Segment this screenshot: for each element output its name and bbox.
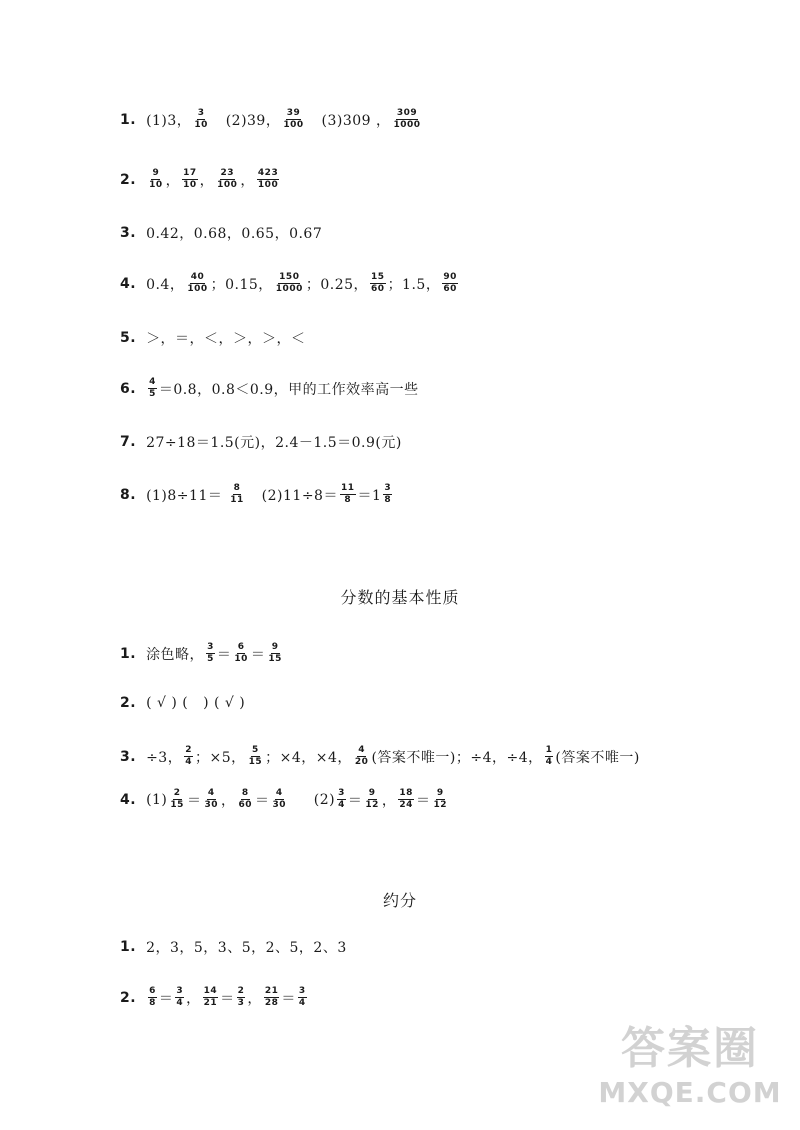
- fraction-denominator: 4: [338, 800, 345, 810]
- fraction-denominator: 20: [354, 757, 369, 767]
- answer-text: 涂色略，: [146, 646, 205, 663]
- fraction-denominator: 10: [194, 120, 208, 130]
- fraction-numerator: 4: [275, 788, 283, 798]
- fraction-denominator: 10: [183, 180, 197, 190]
- item-number: 2.: [120, 171, 137, 188]
- fraction: [282, 108, 304, 131]
- fraction: [203, 788, 219, 811]
- fraction-numerator: 2: [185, 745, 192, 755]
- fraction-denominator: 60: [443, 284, 457, 294]
- fraction: [272, 788, 288, 811]
- fraction-denominator: 100: [187, 284, 208, 294]
- fraction-denominator: 30: [272, 800, 287, 810]
- fraction-numerator: 8: [233, 483, 241, 493]
- fraction: [229, 483, 245, 506]
- fraction-denominator: 100: [217, 180, 238, 190]
- fraction-numerator: 3: [176, 986, 184, 996]
- fraction-denominator: 10: [149, 180, 163, 190]
- answer-line: [120, 168, 281, 191]
- fraction: [237, 986, 246, 1009]
- answer-text: ＝: [250, 646, 266, 663]
- fraction: [393, 108, 422, 131]
- answer-text: ；0.15，: [210, 276, 273, 293]
- answer-line: [120, 108, 424, 131]
- fraction: [206, 642, 215, 665]
- answer-text: ( √ ) ( ) ( √ ): [146, 695, 246, 711]
- fraction: [203, 986, 219, 1009]
- answer-line: [120, 432, 402, 452]
- fraction: [216, 168, 238, 191]
- fraction-numerator: 1: [545, 745, 553, 755]
- fraction: [354, 745, 370, 768]
- fraction: [148, 986, 157, 1009]
- answer-text: 0.42，0.68，0.65，0.67: [146, 226, 323, 242]
- fraction-numerator: 8: [241, 788, 249, 798]
- watermark-url: MXQE.COM: [598, 1076, 782, 1109]
- answer-text: (3)309 ，: [306, 112, 391, 129]
- fraction-numerator: 9: [152, 168, 160, 178]
- answer-line: [120, 328, 306, 348]
- section-heading: 约分: [382, 891, 417, 910]
- answer-line: [120, 937, 347, 957]
- answer-text: ＝: [158, 990, 174, 1007]
- answer-text: ＝: [281, 990, 296, 1007]
- answer-text: ÷3，: [146, 749, 183, 766]
- fraction-numerator: 17: [183, 168, 197, 178]
- answer-text: ＝1: [357, 487, 382, 504]
- fraction: [340, 483, 356, 506]
- fraction-numerator: 21: [264, 986, 279, 996]
- answer-text: ，: [186, 990, 201, 1007]
- fraction-numerator: 39: [286, 108, 301, 118]
- fraction: [148, 168, 164, 191]
- fraction-numerator: 3: [298, 986, 306, 996]
- section-heading: 分数的基本性质: [340, 588, 460, 607]
- answer-line: [120, 483, 394, 506]
- fraction-numerator: 9: [436, 788, 444, 798]
- item-number: 8.: [120, 486, 137, 503]
- fraction: [337, 788, 346, 811]
- fraction-numerator: 23: [220, 168, 235, 178]
- fraction-denominator: 60: [238, 800, 252, 810]
- item-number: 1.: [120, 939, 137, 955]
- fraction-numerator: 4: [149, 377, 156, 387]
- fraction-denominator: 4: [185, 757, 192, 767]
- fraction-denominator: 4: [298, 998, 306, 1008]
- item-number: 2.: [120, 695, 137, 711]
- fraction: [370, 272, 386, 295]
- answer-text: (答案不唯一)；÷4，÷4，: [371, 749, 543, 766]
- fraction-denominator: 4: [176, 998, 184, 1008]
- answer-line: [120, 642, 285, 665]
- fraction-numerator: 9: [368, 788, 376, 798]
- fraction: [248, 745, 264, 768]
- answer-text: (2)11÷8＝: [246, 487, 338, 504]
- answer-text: (2): [289, 791, 336, 808]
- item-number: 1.: [120, 111, 137, 128]
- fraction-numerator: 4: [358, 745, 366, 755]
- answer-line: [120, 986, 309, 1009]
- item-number: 3.: [120, 748, 137, 765]
- answer-line: [120, 272, 460, 295]
- answer-text: ，: [240, 172, 255, 189]
- fraction-numerator: 6: [149, 986, 156, 996]
- fraction: [264, 986, 280, 1009]
- watermark-text: 答案圈: [621, 1023, 759, 1074]
- fraction-denominator: 5: [149, 389, 156, 399]
- item-number: 6.: [120, 380, 137, 397]
- answer-text: ＝: [216, 646, 232, 663]
- answer-text: ；1.5，: [387, 276, 441, 293]
- answer-text: (2)39，: [210, 112, 281, 129]
- fraction-numerator: 15: [371, 272, 385, 282]
- fraction-denominator: 5: [207, 654, 214, 664]
- answer-text: ＝: [186, 792, 202, 809]
- answer-text: ，: [165, 172, 181, 189]
- fraction-numerator: 3: [338, 788, 345, 798]
- answer-text: ；×4，×4，: [265, 749, 352, 766]
- fraction-numerator: 2: [173, 788, 181, 798]
- fraction: [175, 986, 184, 1009]
- fraction-denominator: 24: [399, 800, 413, 810]
- fraction-denominator: 8: [384, 495, 392, 505]
- fraction-denominator: 100: [257, 180, 279, 190]
- answer-text: (答案不唯一): [555, 749, 640, 766]
- answer-text: ＞，＝，＜，＞，＞，＜: [146, 331, 306, 347]
- fraction-denominator: 1000: [393, 120, 421, 130]
- answer-line: [120, 745, 640, 768]
- answer-text: (1): [146, 791, 168, 808]
- item-number: 3.: [120, 225, 137, 241]
- fraction: [169, 788, 185, 811]
- answer-text: ；0.25，: [305, 276, 369, 293]
- fraction-denominator: 8: [344, 495, 352, 505]
- fraction-numerator: 6: [237, 642, 245, 652]
- answer-line: [120, 695, 245, 711]
- fraction-numerator: 3: [207, 642, 214, 652]
- fraction-denominator: 8: [149, 998, 156, 1008]
- fraction-numerator: 5: [251, 745, 259, 755]
- item-number: 5.: [120, 330, 137, 346]
- answer-text: 0.4，: [146, 276, 185, 293]
- fraction-numerator: 90: [443, 272, 457, 282]
- fraction-numerator: 40: [190, 272, 205, 282]
- fraction-numerator: 11: [340, 483, 355, 493]
- answer-text: 2，3，5，3、5，2、5，2、3: [146, 940, 347, 956]
- fraction: [267, 642, 283, 665]
- answer-line: [120, 377, 419, 400]
- fraction: [383, 483, 392, 506]
- item-number: 2.: [120, 989, 137, 1006]
- item-number: 4.: [120, 791, 137, 808]
- fraction-denominator: 100: [283, 120, 304, 130]
- answer-text: ，: [381, 792, 397, 809]
- fraction: [257, 168, 279, 191]
- fraction: [442, 272, 458, 295]
- fraction: [182, 168, 198, 191]
- fraction-denominator: 12: [365, 800, 379, 810]
- answer-line: [120, 788, 450, 811]
- fraction-denominator: 30: [204, 800, 218, 810]
- answer-text: ；×5，: [194, 749, 246, 766]
- fraction-denominator: 21: [203, 998, 218, 1008]
- fraction: [184, 745, 193, 768]
- fraction-denominator: 4: [545, 757, 553, 767]
- fraction: [398, 788, 414, 811]
- fraction: [193, 108, 209, 131]
- fraction: [233, 642, 249, 665]
- fraction-numerator: 309: [396, 108, 418, 118]
- fraction-numerator: 150: [279, 272, 300, 282]
- answer-text: ，: [199, 172, 215, 189]
- fraction: [545, 745, 554, 768]
- answer-text: (1)3，: [146, 112, 192, 129]
- watermark-logo: [590, 1012, 790, 1122]
- fraction-denominator: 1000: [275, 284, 303, 294]
- fraction: [275, 272, 304, 295]
- answer-text: ，: [247, 990, 262, 1007]
- fraction: [364, 788, 380, 811]
- fraction-numerator: 18: [399, 788, 413, 798]
- answer-text: ＝: [347, 792, 363, 809]
- fraction: [237, 788, 253, 811]
- fraction-numerator: 9: [271, 642, 279, 652]
- fraction-numerator: 423: [257, 168, 279, 178]
- fraction-denominator: 3: [237, 998, 245, 1008]
- fraction-numerator: 3: [384, 483, 392, 493]
- fraction: [298, 986, 307, 1009]
- item-number: 4.: [120, 275, 137, 292]
- fraction-denominator: 60: [371, 284, 385, 294]
- fraction-numerator: 14: [203, 986, 218, 996]
- answer-text: ，: [220, 792, 236, 809]
- item-number: 1.: [120, 645, 137, 662]
- fraction: [432, 788, 448, 811]
- fraction-denominator: 11: [230, 495, 244, 505]
- item-number: 7.: [120, 434, 137, 450]
- fraction: [186, 272, 208, 295]
- answer-text: 27÷18＝1.5(元)，2.4－1.5＝0.9(元): [146, 435, 402, 451]
- fraction-numerator: 4: [207, 788, 215, 798]
- fraction-denominator: 10: [234, 654, 248, 664]
- fraction-numerator: 2: [237, 986, 245, 996]
- answer-text: ＝: [220, 990, 235, 1007]
- fraction: [148, 377, 157, 400]
- fraction-denominator: 15: [248, 757, 263, 767]
- fraction-denominator: 12: [433, 800, 447, 810]
- answer-text: ＝: [415, 792, 431, 809]
- answer-text: (1)8÷11＝: [146, 487, 228, 504]
- fraction-denominator: 28: [264, 998, 279, 1008]
- answer-line: [120, 223, 322, 243]
- answer-text: ＝0.8，0.8＜0.9，甲的工作效率高一些: [158, 381, 419, 398]
- answer-text: ＝: [255, 792, 270, 809]
- fraction-numerator: 3: [197, 108, 205, 118]
- fraction-denominator: 15: [268, 654, 282, 664]
- fraction-denominator: 15: [170, 800, 184, 810]
